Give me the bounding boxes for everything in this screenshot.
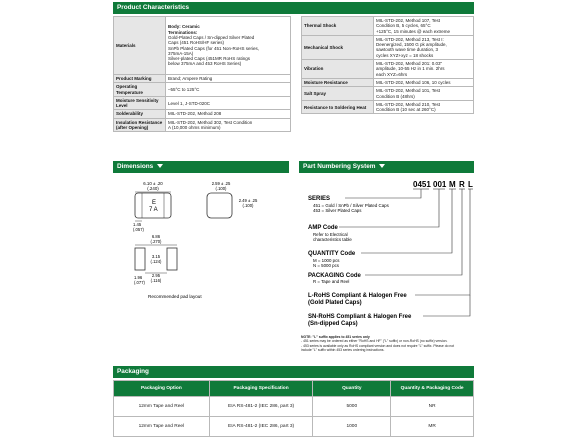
characteristic-value: [374, 17, 474, 36]
solder-pad-left: [135, 248, 145, 270]
section-header-packaging: [113, 366, 474, 378]
amp-line-2: characteristics table: [313, 237, 352, 242]
characteristics-table-right: [301, 16, 474, 114]
pad-total-in-label: (.270): [150, 239, 162, 244]
qty-line-1: M = 1000 pcs: [313, 258, 340, 263]
table-row: [302, 60, 474, 79]
table-row: [114, 17, 291, 75]
characteristic-label: Materials: [114, 17, 166, 75]
packaging-option-cell: 12mm Tape and Reel: [114, 417, 210, 437]
characteristic-label: Resistance to Soldering Heat: [302, 100, 374, 114]
section-header-part-numbering: [299, 161, 474, 173]
value-line: 375mA-15A): [168, 50, 194, 56]
code-qty: M: [449, 180, 456, 189]
value-line: cycles XYZ+xyz = 18 shocks: [376, 52, 434, 58]
table-row: [114, 83, 291, 97]
dim-left-in-label: (.057): [133, 227, 144, 232]
value-line: Condition B (10 sec at 260°C): [376, 107, 436, 113]
pad-gap-in-label: (.116): [150, 278, 162, 283]
note-line: - 451 series may be ordered as either "RoHS and HF" ("L" suffix) or non-RoHS (no suffix) version.: [301, 339, 448, 344]
table-row: [114, 96, 291, 110]
pkg-line-1: R = Tape and Reel: [313, 279, 350, 284]
packaging-spec-cell: EIA RS-481-2 (IEC 286, part 3): [209, 417, 313, 437]
dim-left-label: 1.45: [133, 222, 142, 227]
section-title: Part Numbering System: [303, 163, 376, 170]
series-line-1: 451 = Gold / SnPb / Silver Plated Caps: [313, 203, 389, 208]
table-row: [302, 100, 474, 114]
dim-right-w-label: 2.59 ± .25: [211, 181, 231, 186]
qty-title: QUANTITY Code: [308, 251, 356, 257]
table-row: [114, 417, 474, 437]
characteristic-label: Mechanical Shock: [302, 35, 374, 59]
packaging-spec-cell: EIA RS-481-2 (IEC 286, part 3): [209, 397, 313, 417]
note-title: NOTE: "L" suffix applies to 451 series only: [301, 335, 370, 339]
characteristics-table-left: [113, 16, 291, 132]
characteristic-value: [166, 83, 291, 97]
value-line: A (10,000 ohms minimum): [168, 125, 221, 131]
value-line: –55°C to 125°C: [168, 86, 200, 92]
caret-down-icon: [157, 164, 163, 168]
characteristic-value: [166, 110, 291, 118]
dim-right-h-label: 2.49 ± .25: [238, 198, 258, 203]
code-pkg: R: [459, 180, 465, 189]
lrohs-title-2: (Gold Plated Caps): [308, 300, 362, 306]
pad-height-in-label: (.124): [150, 259, 162, 264]
value-line: MIL-STD-202, Method 213, Test I:: [376, 36, 444, 42]
section-header-product-characteristics: [113, 2, 474, 14]
header-quantity: Quantity: [313, 381, 391, 397]
value-line: MIL-STD-202, Method 106, 10 cycles: [376, 79, 451, 85]
value-line: Caps (451 RoHS/HF series): [168, 40, 225, 46]
table-row: [302, 17, 474, 36]
fuse-body-end-view: [207, 193, 232, 218]
value-line: Condition B, 5 cycles, 65°C: [376, 23, 431, 29]
pad-width-in-label: (.077): [134, 280, 145, 285]
characteristic-label: Solderability: [114, 110, 166, 118]
body-letter-bottom: 7 A: [149, 207, 158, 213]
characteristic-value: [374, 87, 474, 101]
value-line: Level 1, J-STD-020C: [168, 100, 211, 106]
packaging-option-cell: 12mm Tape and Reel: [114, 397, 210, 417]
value-line: Deenergized, 1500 G pk amplitude,: [376, 42, 447, 48]
value-line: Terminations:: [168, 29, 198, 35]
section-title: Packaging: [117, 368, 149, 375]
packaging-code-cell: NR: [391, 397, 474, 417]
quantity-cell: 1000: [313, 417, 391, 437]
pkg-title: PACKAGING Code: [308, 273, 361, 279]
dim-right-h-in-label: (.100): [242, 203, 254, 208]
value-line: +125°C, 15 minutes @ each extreme: [376, 28, 451, 34]
lrohs-title-1: L-RoHS Compliant & Halogen Free: [308, 293, 407, 299]
packaging-table: [113, 380, 474, 437]
table-row: [114, 118, 291, 132]
packaging-header-row: [114, 381, 474, 397]
value-line: MIL-STD-202, Method 101, Test: [376, 88, 440, 94]
header-quantity-packaging-code: Quantity & Packaging Code: [391, 381, 474, 397]
header-packaging-option: Packaging Option: [114, 381, 210, 397]
characteristic-value: [166, 17, 291, 75]
pad-width-label: 1.96: [134, 275, 143, 280]
code-amp: 001: [433, 180, 447, 189]
value-line: MIL-STD-202, Method 210, Test: [376, 101, 440, 107]
section-header-dimensions: [113, 161, 289, 173]
table-row: [114, 110, 291, 118]
section-title: Product Characteristics: [117, 4, 190, 11]
value-line: each XYZ=6hrs: [376, 71, 408, 77]
characteristic-value: [166, 75, 291, 83]
characteristic-value: [166, 96, 291, 110]
snrohs-title-2: (Sn-dipped Caps): [308, 321, 358, 327]
value-line: Silver-plated Caps (451MR RoHS ratings: [168, 56, 251, 62]
characteristic-value: [374, 100, 474, 114]
characteristic-label: Moisture Resistance: [302, 78, 374, 86]
value-line: SnPb Plated Caps (for 451 Non-RoHS series,: [168, 45, 260, 51]
table-row: [302, 87, 474, 101]
value-line: Condition B (48hrs): [376, 93, 415, 99]
characteristic-value: [166, 118, 291, 132]
caret-down-icon: [379, 164, 385, 168]
characteristic-label: Operating Temperature: [114, 83, 166, 97]
value-line: below 375mA and 453 RoHS Series): [168, 61, 242, 67]
pad-layout-caption: Recommended pad layout: [148, 294, 202, 299]
table-row: [302, 78, 474, 86]
dimensions-drawing: [113, 176, 293, 306]
amp-line-1: Refer to Electrical: [313, 232, 348, 237]
part-numbering-note: [301, 335, 479, 353]
value-line: Brand; Ampere Rating: [168, 76, 213, 81]
code-suffix: L: [468, 180, 473, 189]
note-line: include "L" suffix within 453 series ordering instructions.: [301, 348, 385, 353]
dim-right-w-in-label: (.100): [215, 186, 227, 191]
code-series: 0451: [413, 180, 431, 189]
characteristic-label: Moisture Sensitivity Level: [114, 96, 166, 110]
header-packaging-specification: Packaging Specification: [209, 381, 313, 397]
solder-pad-right: [167, 248, 177, 270]
value-line: MIL-STD-202, Method 107, Test: [376, 18, 440, 23]
value-line: MIL-STD-202, Method 302, Test Condition: [168, 119, 253, 125]
dim-top-label: 6.10 ± .20: [143, 181, 163, 186]
quantity-cell: 5000: [313, 397, 391, 417]
characteristic-value: [374, 78, 474, 86]
qty-line-2: N = 5000 pcs: [313, 263, 339, 268]
series-title: SERIES: [308, 196, 331, 202]
note-line: - 453 series is available only as RoHS compliant version and does not require "L" suffix. Please do not: [301, 343, 455, 348]
characteristic-label: Product Marking: [114, 75, 166, 83]
pad-gap-label: 2.95: [151, 273, 161, 278]
pad-total-label: 6.86: [151, 234, 161, 239]
packaging-code-cell: MR: [391, 417, 474, 437]
characteristic-label: Vibration: [302, 60, 374, 79]
table-row: [114, 397, 474, 417]
characteristic-label: Salt Spray: [302, 87, 374, 101]
characteristic-label: Insulation Resistance (after Opening): [114, 118, 166, 132]
snrohs-title-1: SN-RoHS Compliant & Halogen Free: [308, 314, 412, 320]
characteristic-value: [374, 60, 474, 79]
table-row: [114, 75, 291, 83]
value-line: Body: Ceramic: [168, 24, 200, 30]
pad-height-label: 3.15: [151, 254, 161, 259]
amp-title: AMP Code: [308, 225, 338, 231]
section-title: Dimensions: [117, 163, 154, 170]
value-line: Gold-Plated Caps / Sn-dipped Silver Plated: [168, 34, 255, 40]
body-letter-top: E: [152, 200, 157, 206]
value-line: amplitude, 10-55 Hz in 1 min. 2hrs: [376, 66, 445, 72]
characteristic-value: [374, 35, 474, 59]
value-line: MIL-STD-202, Method 201: 0.03": [376, 61, 443, 67]
dim-top-in-label: (.240): [147, 186, 159, 191]
value-line: MIL-STD-202, Method 208: [168, 111, 222, 117]
value-line: sawtooth wave time duration, 3: [376, 47, 439, 53]
table-row: [302, 35, 474, 59]
characteristic-label: Thermal Shock: [302, 17, 374, 36]
series-line-2: 453 = Silver Plated Caps: [313, 208, 362, 213]
